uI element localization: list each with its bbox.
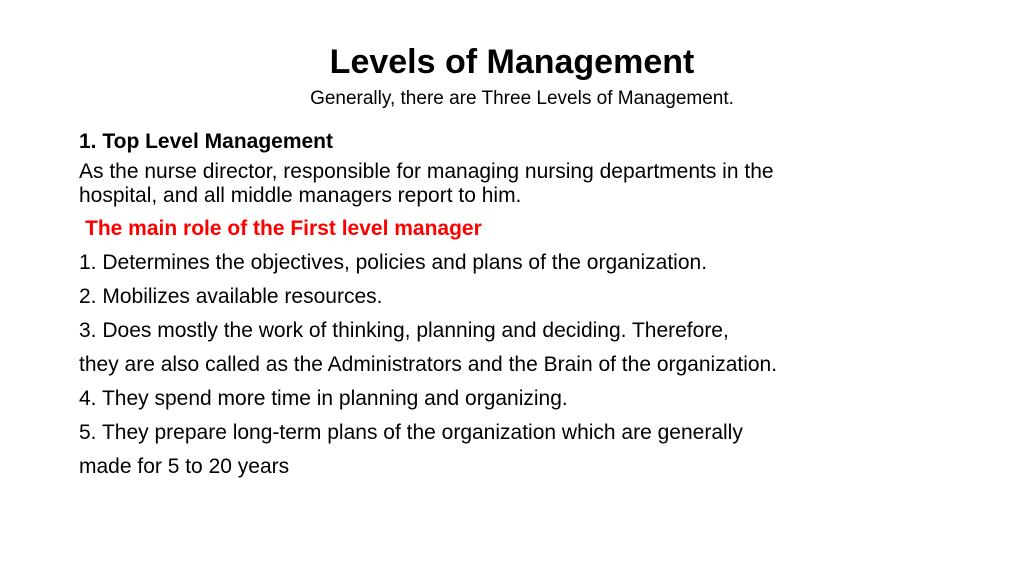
section-heading: 1. Top Level Management (79, 130, 333, 153)
role-heading: The main role of the First level manager (85, 217, 482, 240)
list-item: they are also called as the Administrators and the Brain of the organization. (79, 353, 778, 376)
list-item: 3. Does mostly the work of thinking, planning and deciding. Therefore, (79, 319, 729, 342)
list-item: 2. Mobilizes available resources. (79, 285, 383, 308)
list-item: 1. Determines the objectives, policies and plans of the organization. (79, 251, 708, 274)
description-line: As the nurse director, responsible for managing nursing departments in the (79, 160, 774, 183)
slide-body (79, 126, 999, 484)
page-title: Levels of Management (329, 43, 695, 81)
list-item: 5. They prepare long-term plans of the organization which are generally (79, 421, 743, 444)
points-list (79, 246, 999, 484)
section-description (79, 160, 999, 208)
list-item: made for 5 to 20 years (79, 455, 290, 478)
description-line: hospital, and all middle managers report to him. (79, 184, 522, 207)
page-subtitle: Generally, there are Three Levels of Management. (310, 88, 734, 109)
list-item: 4. They spend more time in planning and organizing. (79, 387, 568, 410)
